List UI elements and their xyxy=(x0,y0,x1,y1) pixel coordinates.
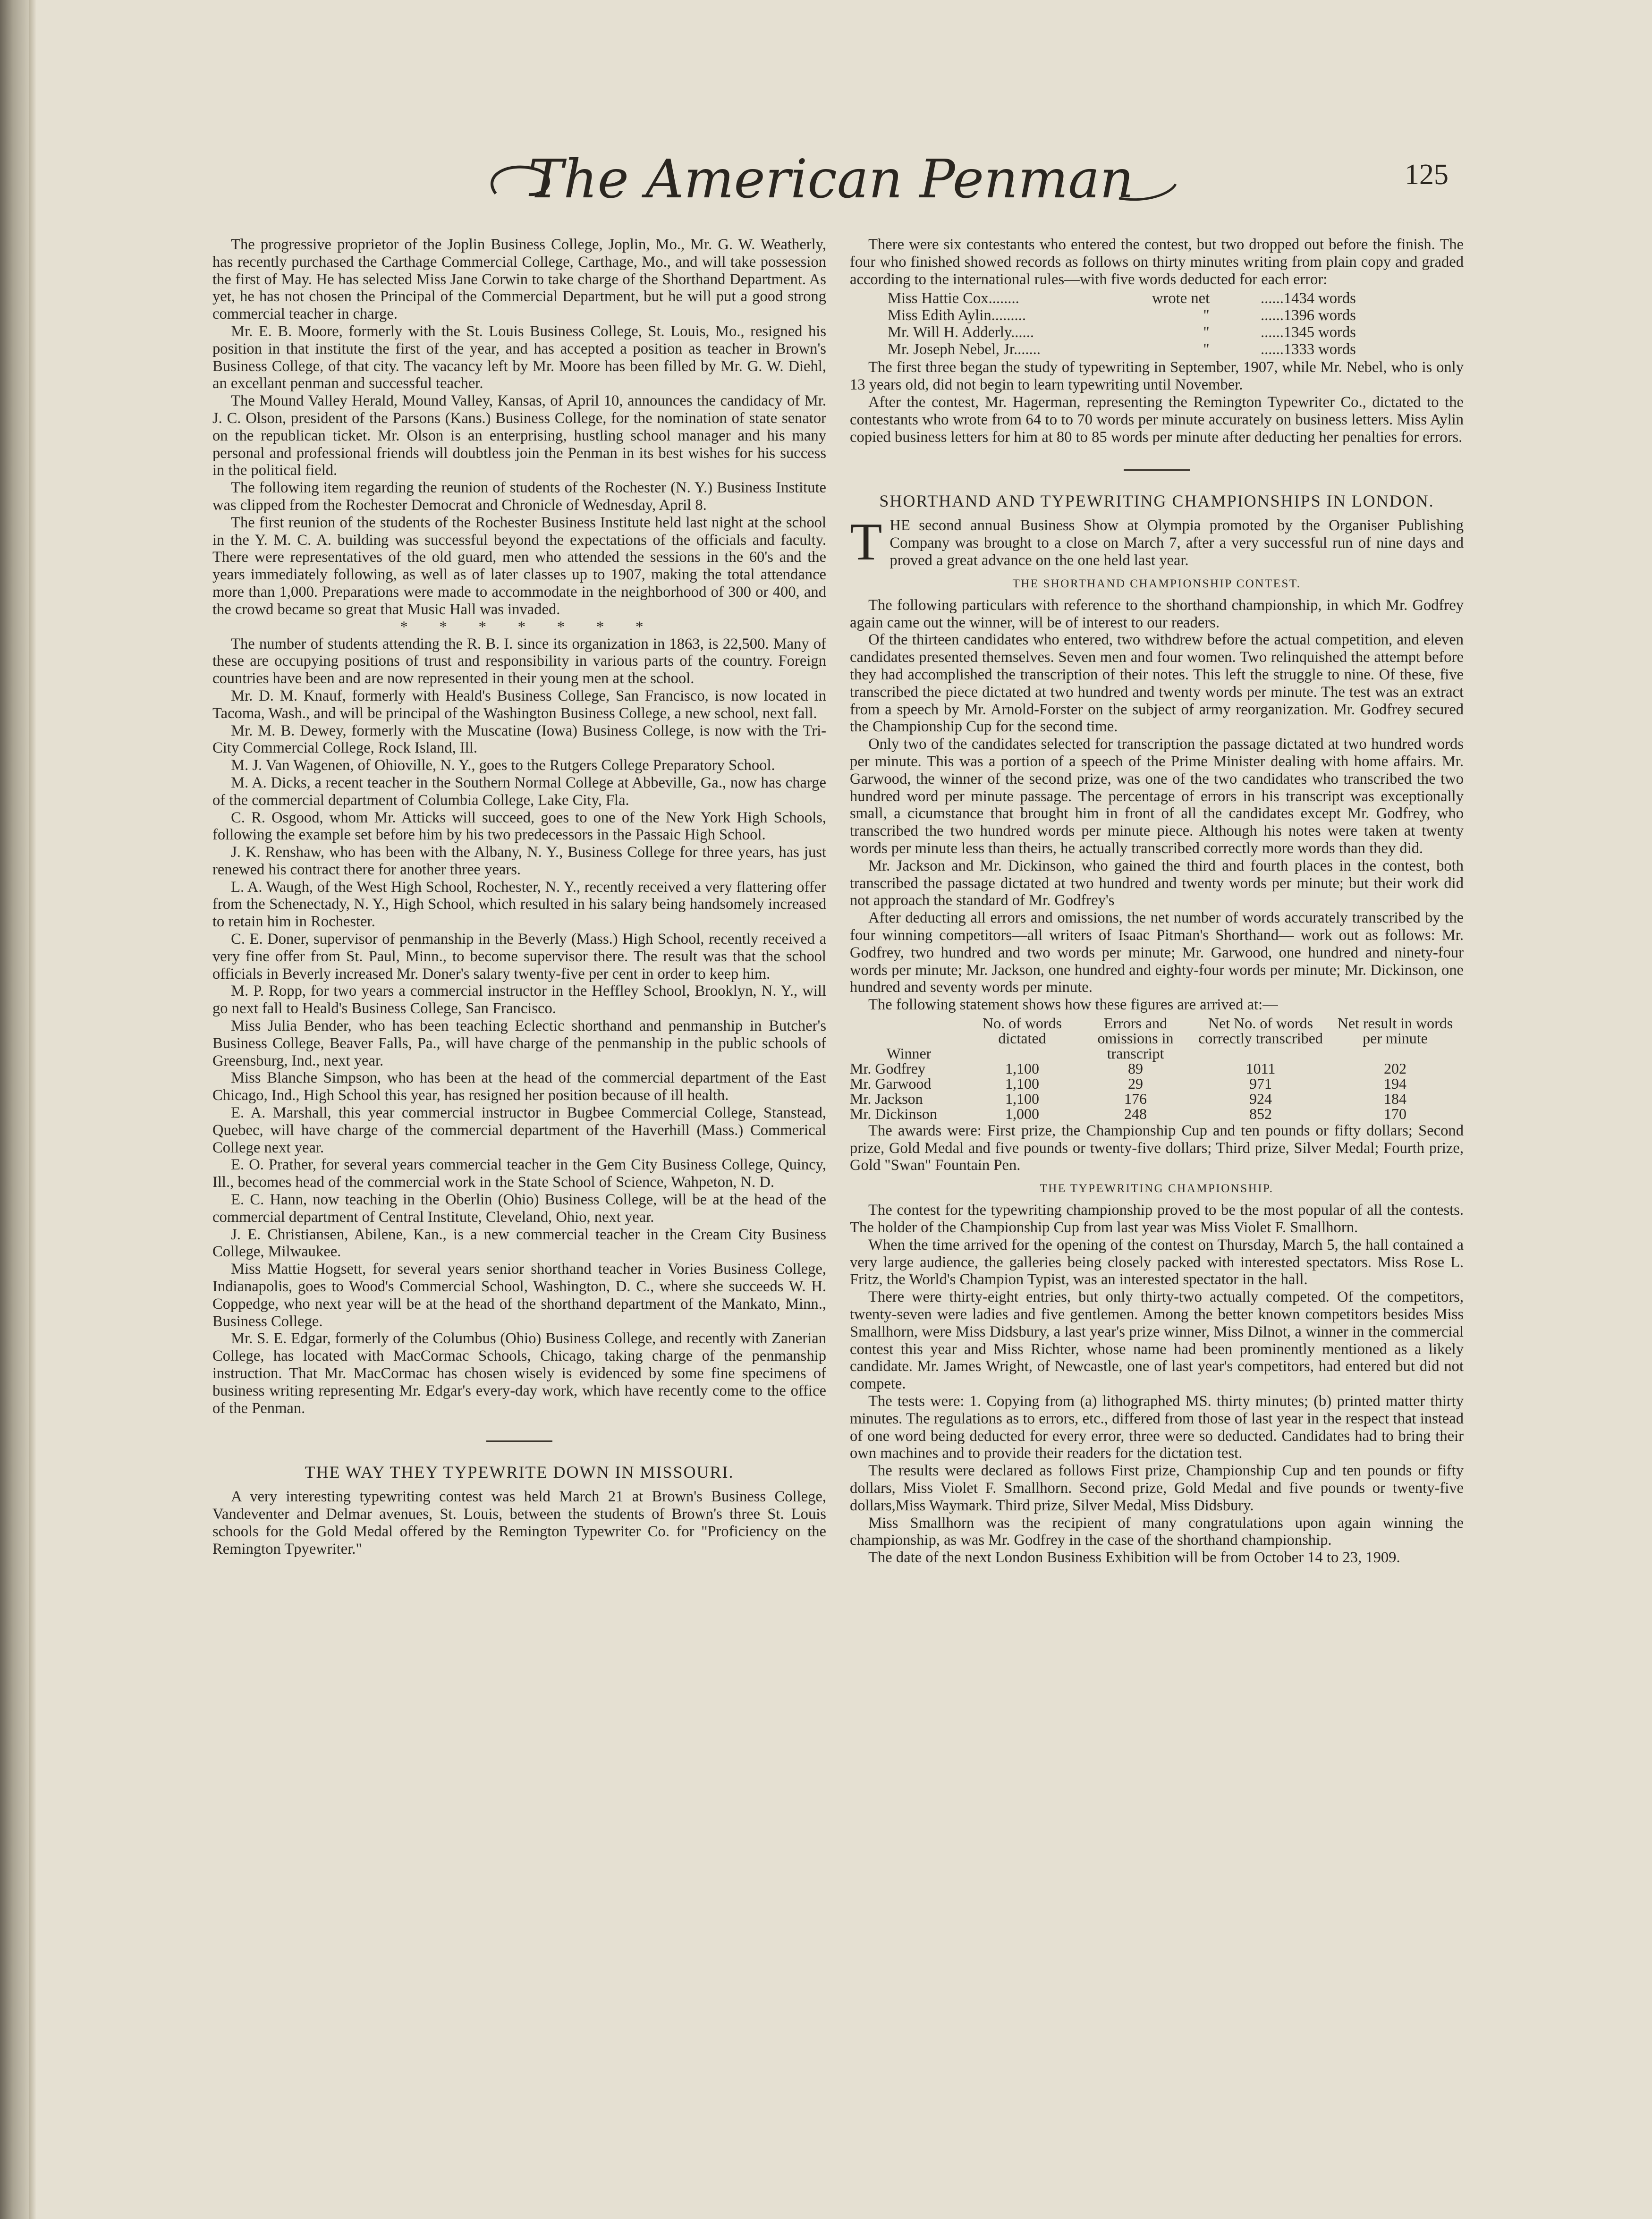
table-cell: 184 xyxy=(1384,1090,1406,1107)
contestant-mark: " xyxy=(1203,341,1210,358)
news-item: The following item regarding the reunion of students of the Rochester (N. Y.) Business Institute was clipped from the Rochester Democrat and Chronicle of Wednesday, April 8. xyxy=(212,479,826,514)
typewriting-subheading: THE TYPEWRITING CHAMPIONSHIP. xyxy=(1040,1182,1274,1195)
news-item: Miss Blanche Simpson, who has been at the head of the commercial department of the East Chicago, Ind., High School this year, has resigned her position because of ill health. xyxy=(212,1069,826,1104)
table-cell: 1,100 xyxy=(1005,1059,1039,1077)
table-cell: 194 xyxy=(1384,1075,1406,1092)
table-cell: 1,000 xyxy=(1005,1105,1039,1122)
table-row xyxy=(850,1076,1464,1091)
news-item: M. P. Ropp, for two years a commercial instructor in the Heffley School, Brooklyn, N. Y., will go next fall to Heald's Business College, San Francisco. xyxy=(212,982,826,1017)
news-item: Mr. S. E. Edgar, formerly of the Columbus (Ohio) Business College, and recently with Zanerian College, has located with MacCormac Schools, Chicago, taking charge of the penmanship instruction. That Mr. MacCormac has chosen wisely is evidenced by some fine specimens of business writing representing Mr. Edgar's every-day work, which have recently come to the office of the Penman. xyxy=(212,1330,826,1417)
table-row xyxy=(850,1061,1464,1076)
column-header: No. of words dictated xyxy=(983,1014,1062,1047)
table-cell: 1,100 xyxy=(1005,1090,1039,1107)
contestant-name: Miss Edith Aylin......... xyxy=(888,307,1026,324)
column-header: Errors and omissions in transcript xyxy=(1097,1014,1174,1062)
news-item: Mr. D. M. Knauf, formerly with Heald's Business College, San Francisco, is now located in Tacoma, Wash., and will be principal of the Washington Business College, a new school, next fall. xyxy=(212,687,826,722)
section-divider xyxy=(486,1440,552,1442)
contest-paragraph: The first three began the study of typewriting in September, 1907, while Mr. Nebel, who is only 13 years old, did not begin to learn typewriting until November. xyxy=(850,359,1464,394)
table-cell: Mr. Jackson xyxy=(850,1090,923,1107)
column-header: Winner xyxy=(886,1044,932,1062)
news-item: J. E. Christiansen, Abilene, Kan., is a new commercial teacher in the Cream City Business College, Milwaukee. xyxy=(212,1226,826,1261)
table-cell: 1,100 xyxy=(1005,1075,1039,1092)
section-stars: * * * * * * * xyxy=(400,618,657,635)
table-cell: 170 xyxy=(1384,1105,1406,1122)
news-item: M. J. Van Wagenen, of Ohioville, N. Y., goes to the Rutgers College Preparatory School. xyxy=(231,757,775,774)
table-cell: 924 xyxy=(1249,1090,1272,1107)
contestant-score: ......1345 words xyxy=(1261,324,1356,341)
london-intro-text: HE second annual Business Show at Olympia promoted by the Organiser Publishing Company was brought to a close on March 7, after a very successful run of nine days and proved a great advance on the one held last year. xyxy=(890,517,1464,569)
table-cell: 1011 xyxy=(1245,1059,1276,1077)
contestant-score: ......1396 words xyxy=(1261,307,1356,324)
table-cell: 971 xyxy=(1249,1075,1272,1092)
news-item: C. R. Osgood, whom Mr. Atticks will succeed, goes to one of the New York High Schools, following the example set before him by his two predecessors in the Passaic High School. xyxy=(212,809,826,844)
news-item: Miss Julia Bender, who has been teaching Eclectic shorthand and penmanship in Butcher's Business College, Beaver Falls, Pa., will have charge of the penmanship in the public schools of Greensburg, Ind., next year. xyxy=(212,1017,826,1069)
table-cell: 248 xyxy=(1124,1105,1147,1122)
book-binding-gutter xyxy=(0,0,29,2219)
drop-cap: T xyxy=(850,513,882,572)
masthead-script xyxy=(477,142,1185,222)
contestant-mark: " xyxy=(1203,324,1210,341)
contestant-name: Miss Hattie Cox........ xyxy=(888,290,1019,307)
table-row xyxy=(850,307,1464,324)
contestant-score: ......1333 words xyxy=(1261,341,1356,358)
news-item: The number of students attending the R. B. I. since its organization in 1863, is 22,500. Many of these are occupying positions of trust and responsibility in various parts of the country. Foreign countries have been and are now represented in their young men at the school. xyxy=(212,635,826,687)
london-intro xyxy=(850,513,1464,572)
news-item: M. A. Dicks, a recent teacher in the Southern Normal College at Abbeville, Ga., now has charge of the commercial department of Columbia College, Lake City, Fla. xyxy=(212,774,826,809)
shorthand-paragraph: Of the thirteen candidates who entered, two withdrew before the actual competition, and eleven candidates presented themselves. Seven men and four women. Two relinquished the attempt before they had accomplished the transcription of their notes. This left the struggle to nine. Of these, five transcribed the piece dictated at two hundred and twenty words per minute. The test was an extract from a speech by Mr. Arnold-Forster on the subject of army reorganization. Mr. Godfrey secured the Championship Cup for the second time. xyxy=(850,631,1464,736)
column-header: Net result in words per minute xyxy=(1337,1014,1453,1047)
table-row xyxy=(850,1106,1464,1121)
shorthand-paragraph: Mr. Jackson and Mr. Dickinson, who gained the third and fourth places in the contest, both transcribed the passage dictated at two hundred and twenty words per minute; but their work did not approach the standard of Mr. Godfrey's xyxy=(850,857,1464,909)
contestant-score: ......1434 words xyxy=(1261,290,1356,307)
right-column xyxy=(850,236,1464,1567)
contest-intro: There were six contestants who entered the contest, but two dropped out before the finish. The four who finished showed records as follows on thirty minutes writing from plain copy and graded according to the international rules—with five words deducted for each error: xyxy=(850,236,1464,288)
table-cell: 202 xyxy=(1384,1059,1406,1077)
missouri-paragraph: A very interesting typewriting contest was held March 21 at Brown's Business College, Vandeventer and Delmar avenues, St. Louis, between the students of Brown's three St. Louis schools for the Gold Medal offered by the Remington Typewriter Co. for "Proficiency on the Remington Tpyewriter." xyxy=(212,1488,826,1558)
typewriting-paragraph: The results were declared as follows First prize, Championship Cup and ten pounds or fifty dollars, Miss Violet F. Smallhorn. Second prize, Gold Medal and five pounds or twenty-five dollars,Miss Waymark. Third prize, Silver Medal, Miss Didsbury. xyxy=(850,1462,1464,1514)
table-cell: Mr. Garwood xyxy=(850,1075,932,1092)
news-item: Miss Mattie Hogsett, for several years senior shorthand teacher in Vories Business College, Indianapolis, goes to Wood's Commercial School, Washington, D. C., where she succeeds W. H. Coppedge, who next year will be at the head of the shorthand department of the Mankato, Minn., Business College. xyxy=(212,1261,826,1330)
page-number: 125 xyxy=(1405,159,1449,191)
typewriting-paragraph: When the time arrived for the opening of the contest on Thursday, March 5, the hall contained a very large audience, the galleries being closely packed with interested spectators. Miss Rose L. Fritz, the World's Champion Typist, was an interested spectator in the hall. xyxy=(850,1236,1464,1288)
awards-paragraph: The awards were: First prize, the Championship Cup and ten pounds or fifty dollars; Second prize, Gold Medal and five pounds or twenty-five dollars; Third prize, Silver Medal; Fourth prize, Gold "Swan" Fountain Pen. xyxy=(850,1122,1464,1174)
shorthand-paragraph: The following statement shows how these figures are arrived at:— xyxy=(868,996,1278,1014)
shorthand-paragraph: The following particulars with reference to the shorthand championship, in which Mr. Godfrey again came out the winner, will be of interest to our readers. xyxy=(850,596,1464,631)
news-item: C. E. Doner, supervisor of penmanship in the Beverly (Mass.) High School, recently received a very fine offer from St. Paul, Minn., to become supervisor there. The result was that the school officials in Beverly increased Mr. Doner's salary twenty-five per cent in order to keep him. xyxy=(212,931,826,982)
typewriting-paragraph: There were thirty-eight entries, but only thirty-two actually competed. Of the competitors, twenty-seven were ladies and five gentlemen. Among the better known competitors besides Miss Smallhorn, were Miss Didsbury, a last year's prize winner, Miss Dilnot, a winner in the commercial contest this year and Miss Richter, whose name had been prominently mentioned as a likely candidate. Mr. James Wright, of Newcastle, one of last year's competitors, had entered but did not compete. xyxy=(850,1288,1464,1393)
news-item: Mr. E. B. Moore, formerly with the St. Louis Business College, St. Louis, Mo., resigned his position in that institute the first of the year, and has accepted a position as teacher in Brown's Business College, of that city. The vacancy left by Mr. Moore has been filled by Mr. G. W. Diehl, an excellant penman and successful teacher. xyxy=(212,322,826,392)
news-item: J. K. Renshaw, who has been with the Albany, N. Y., Business College for three years, has just renewed his contract there for another three years. xyxy=(212,844,826,878)
london-heading: SHORTHAND AND TYPEWRITING CHAMPIONSHIPS IN LONDON. xyxy=(879,491,1434,511)
news-item: The first reunion of the students of the Rochester Business Institute held last night at the school in the Y. M. C. A. building was successful beyond the expectations of the officials and faculty. There were representatives of the old guard, men who attended the sessions in the 60's and the years immediately following, as well as of later classes up to 1907, making the total attendance more than 1,000. Preparations were made to accommodate in the neighborhood of 300 or 400, and the crowd became so great that Music Hall was invaded. xyxy=(212,514,826,618)
contest-paragraph: After the contest, Mr. Hagerman, representing the Remington Typewriter Co., dictated to the contestants who wrote from 64 to to 70 words per minute accurately on business letters. Miss Aylin copied business letters for him at 80 to 85 words per minute after deducting her penalties for errors. xyxy=(850,393,1464,446)
news-item: L. A. Waugh, of the West High School, Rochester, N. Y., recently received a very flattering offer from the Schenectady, N. Y., High School, which resulted in his salary being handsomely increased to retain him in Rochester. xyxy=(212,878,826,931)
news-item: E. C. Hann, now teaching in the Oberlin (Ohio) Business College, will be at the head of the commercial department of Central Institute, Cleveland, Ohio, next year. xyxy=(212,1191,826,1226)
contestant-mark: wrote net xyxy=(1152,290,1210,307)
column-header: Net No. of words correctly transcribed xyxy=(1198,1014,1323,1047)
table-row xyxy=(850,324,1464,341)
news-item: Mr. M. B. Dewey, formerly with the Muscatine (Iowa) Business College, is now with the Tri-City Commercial College, Rock Island, Ill. xyxy=(212,722,826,757)
contest-results-table xyxy=(850,290,1464,358)
table-cell: 89 xyxy=(1128,1059,1143,1077)
masthead-title: The American Penman xyxy=(528,149,1134,210)
page-edge xyxy=(29,0,36,2219)
missouri-heading: THE WAY THEY TYPEWRITE DOWN IN MISSOURI. xyxy=(305,1463,734,1482)
table-header-row xyxy=(850,1016,1464,1061)
table-cell: 29 xyxy=(1128,1075,1143,1092)
table-row xyxy=(850,341,1464,358)
shorthand-subheading: THE SHORTHAND CHAMPIONSHIP CONTEST. xyxy=(1012,577,1301,590)
table-cell: 176 xyxy=(1124,1090,1147,1107)
news-item: E. A. Marshall, this year commercial instructor in Bugbee Commercial College, Stanstead, Quebec, will have charge of the commercial department of the Haverhill (Mass.) Commerical College next year. xyxy=(212,1104,826,1156)
table-cell: Mr. Dickinson xyxy=(850,1105,937,1122)
shorthand-paragraph: Only two of the candidates selected for transcription the passage dictated at two hundred words per minute. This was a portion of a speech of the Prime Minister dealing with home affairs. Mr. Garwood, the winner of the second prize, was one of the two candidates who transcribed the two hundred word per minute passage. The percentage of errors in his transcript was exceptionally small, a cicumstance that brought him in front of all the candidates except Mr. Godfrey, who transcribed the two hundred words per minute piece. Although his notes were taken at twenty words per minute less than theirs, he actually transcribed correctly more words than they did. xyxy=(850,736,1464,857)
news-item: E. O. Prather, for several years commercial teacher in the Gem City Business College, Quincy, Ill., becomes head of the commercial work in the State School of Science, Wahpeton, N. D. xyxy=(212,1156,826,1191)
typewriting-paragraph: Miss Smallhorn was the recipient of many congratulations upon again winning the championship, as was Mr. Godfrey in the case of the shorthand championship. xyxy=(850,1514,1464,1549)
table-row xyxy=(850,290,1464,307)
news-item: The Mound Valley Herald, Mound Valley, Kansas, of April 10, announces the candidacy of Mr. J. C. Olson, president of the Parsons (Kans.) Business College, for the nomination of state senator on the republican ticket. Mr. Olson is an enterprising, hustling school manager and his many personal and professional friends will doubtless join the Penman in its best wishes for his success in the political field. xyxy=(212,392,826,479)
news-item: The progressive proprietor of the Joplin Business College, Joplin, Mo., Mr. G. W. Weatherly, has recently purchased the Carthage Commercial College, Carthage, Mo., and will take possession the first of May. He has selected Miss Jane Corwin to take charge of the Shorthand Department. As yet, he has not chosen the Principal of the Commercial Department, but he will put a good strong commercial teacher in charge. xyxy=(212,236,826,323)
shorthand-stats-table xyxy=(850,1016,1464,1121)
table-row xyxy=(850,1091,1464,1106)
contestant-name: Mr. Joseph Nebel, Jr....... xyxy=(888,341,1041,358)
table-cell: Mr. Godfrey xyxy=(850,1059,925,1077)
typewriting-paragraph: The tests were: 1. Copying from (a) lithographed MS. thirty minutes; (b) printed matter thirty minutes. The regulations as to errors, etc., differed from those of last year in the respect that instead of one word being deducted for every error, three were so deducted. Candidates had to bring their own machines and to provide their readers for the dictation test. xyxy=(850,1393,1464,1462)
left-column xyxy=(212,236,826,1558)
contestant-mark: " xyxy=(1203,307,1210,324)
section-divider xyxy=(1124,469,1190,471)
masthead-logo xyxy=(477,142,1185,222)
typewriting-paragraph: The contest for the typewriting championship proved to be the most popular of all the contests. The holder of the Championship Cup from last year was Miss Violet F. Smallhorn. xyxy=(850,1202,1464,1237)
table-cell: 852 xyxy=(1249,1105,1272,1122)
typewriting-paragraph: The date of the next London Business Exhibition will be from October 14 to 23, 1909. xyxy=(868,1549,1400,1567)
contestant-name: Mr. Will H. Adderly...... xyxy=(888,324,1034,341)
shorthand-paragraph: After deducting all errors and omissions, the net number of words accurately transcribed by the four winning competitors—all writers of Isaac Pitman's Shorthand— work out as follows: Mr. Godfrey, two hundred and two words per minute; Mr. Garwood, one hundred and ninety-four words per minute; Mr. Jackson, one hundred and eighty-four words per minute; Mr. Dickinson, one hundred and seventy words per minute. xyxy=(850,909,1464,996)
